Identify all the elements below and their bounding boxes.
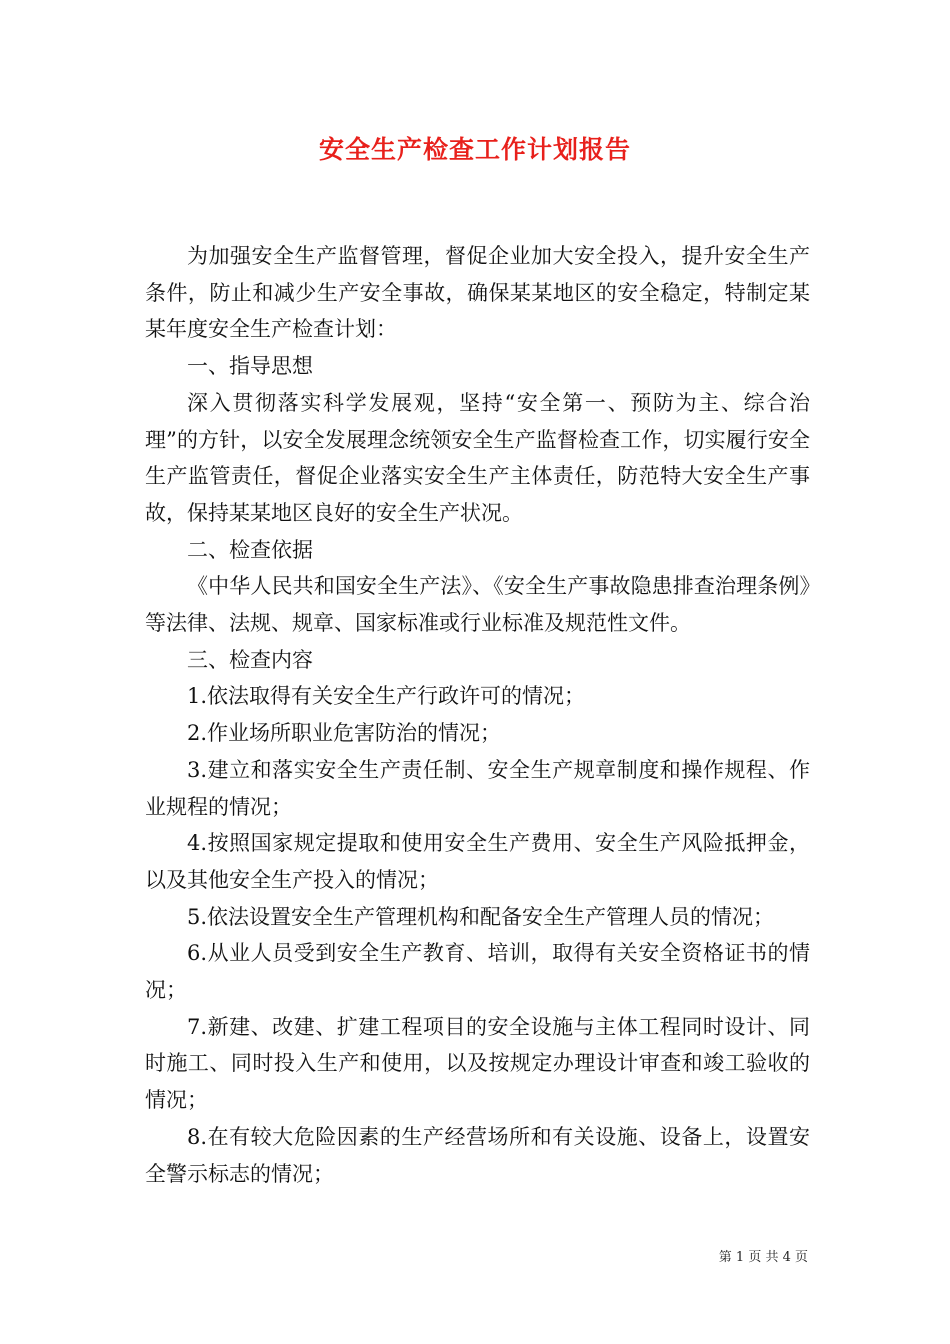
page-number: 第 1 页 共 4 页 bbox=[718, 1250, 808, 1265]
list-item: 3.建立和落实安全生产责任制、安全生产规章制度和操作规程、作业规程的情况； bbox=[145, 757, 810, 819]
list-item: 1.依法取得有关安全生产行政许可的情况； bbox=[187, 684, 586, 709]
paragraph-guiding-ideology: 深入贯彻落实科学发展观，坚持“安全第一、预防为主、综合治理”的方针，以安全发展理念统领安全生产监督检查工作，切实履行安全生产监管责任，督促企业落实安全生产主体责任，防范特大安全生产事故，保持某某地区良好的安全生产状况。 bbox=[145, 390, 810, 525]
intro-paragraph: 为加强安全生产监督管理，督促企业加大安全投入，提升安全生产条件，防止和减少生产安全事故，确保某某地区的安全稳定，特制定某某年度安全生产检查计划： bbox=[145, 244, 810, 342]
list-item: 6.从业人员受到安全生产教育、培训，取得有关安全资格证书的情况； bbox=[145, 941, 810, 1003]
document-body bbox=[145, 238, 810, 1192]
section-heading-guiding-ideology: 一、指导思想 bbox=[187, 354, 313, 379]
document-title: 安全生产检查工作计划报告 bbox=[318, 135, 631, 164]
list-item: 2.作业场所职业危害防治的情况； bbox=[187, 721, 502, 746]
list-item: 5.依法设置安全生产管理机构和配备安全生产管理人员的情况； bbox=[187, 904, 775, 929]
list-item: 4.按照国家规定提取和使用安全生产费用、安全生产风险抵押金，以及其他安全生产投入的情况； bbox=[145, 831, 810, 892]
list-item: 7.新建、改建、扩建工程项目的安全设施与主体工程同时设计、同时施工、同时投入生产和使用，以及按规定办理设计审查和竣工验收的情况； bbox=[145, 1014, 810, 1113]
paragraph-basis: 《中华人民共和国安全生产法》、《安全生产事故隐患排查治理条例》等法律、法规、规章、国家标准或行业标准及规范性文件。 bbox=[145, 574, 810, 636]
list-item: 8.在有较大危险因素的生产经营场所和有关设施、设备上，设置安全警示标志的情况； bbox=[145, 1124, 810, 1186]
section-heading-basis: 二、检查依据 bbox=[187, 537, 313, 562]
section-heading-content: 三、检查内容 bbox=[187, 647, 313, 672]
